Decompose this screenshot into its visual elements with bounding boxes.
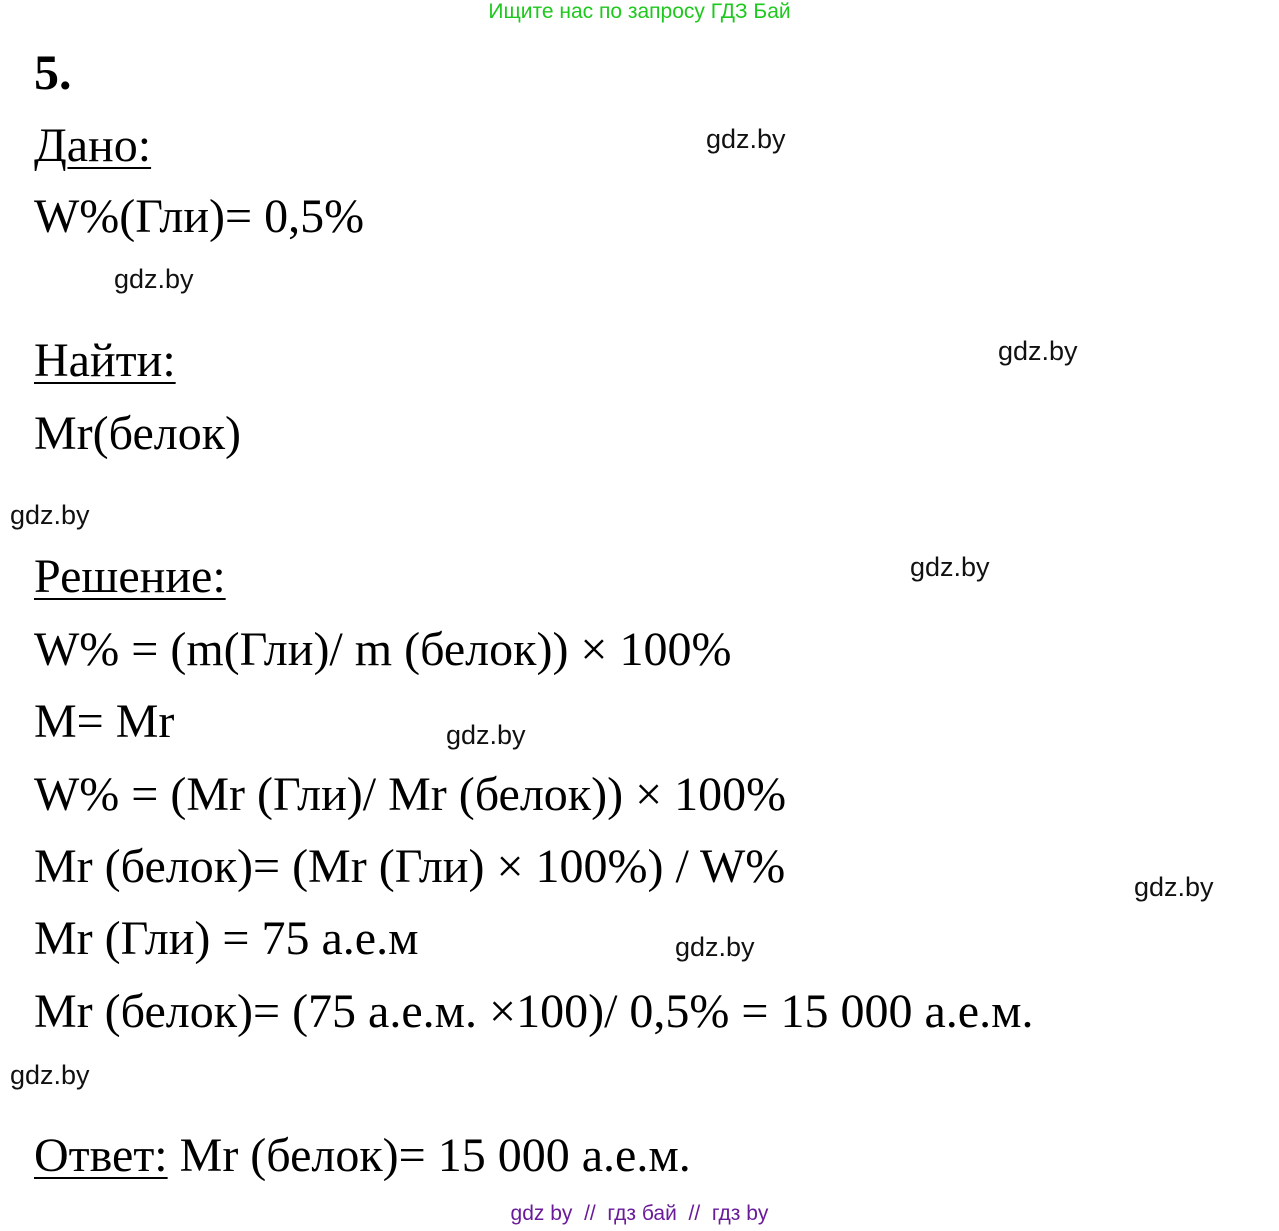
given-line: W%(Гли)= 0,5% bbox=[34, 190, 365, 243]
solution-heading: Решение: bbox=[34, 550, 226, 603]
watermark: gdz.by bbox=[10, 500, 90, 530]
solution-line: Mr (белок)= (75 а.е.м. ×100)/ 0,5% = 15 000 а.е.м. bbox=[34, 985, 1034, 1038]
solution-line: M= Mr bbox=[34, 695, 175, 748]
solution-line: W% = (m(Гли)/ m (белок)) × 100% bbox=[34, 623, 732, 676]
footer-links[interactable]: gdz by // гдз бай // гдз by bbox=[510, 1202, 769, 1225]
solution-line: Mr (Гли) = 75 а.е.м bbox=[34, 912, 419, 965]
watermark: gdz.by bbox=[706, 124, 786, 154]
watermark: gdz.by bbox=[910, 552, 990, 582]
watermark: gdz.by bbox=[998, 336, 1078, 366]
solution-line: Mr (белок)= (Mr (Гли) × 100%) / W% bbox=[34, 840, 786, 893]
given-heading: Дано: bbox=[34, 119, 152, 172]
top-banner[interactable]: Ищите нас по запросу ГДЗ Бай bbox=[488, 0, 791, 23]
answer-heading: Ответ: bbox=[34, 1129, 168, 1182]
find-heading: Найти: bbox=[34, 334, 176, 387]
watermark: gdz.by bbox=[675, 932, 755, 962]
watermark: gdz.by bbox=[446, 720, 526, 750]
watermark: gdz.by bbox=[114, 264, 194, 294]
answer-line bbox=[34, 1129, 691, 1182]
find-line: Mr(белок) bbox=[34, 407, 241, 460]
problem-number: 5. bbox=[34, 44, 72, 100]
watermark: gdz.by bbox=[10, 1060, 90, 1090]
watermark: gdz.by bbox=[1134, 872, 1214, 902]
answer-text: Mr (белок)= 15 000 а.е.м. bbox=[179, 1129, 691, 1182]
solution-line: W% = (Mr (Гли)/ Mr (белок)) × 100% bbox=[34, 768, 787, 821]
